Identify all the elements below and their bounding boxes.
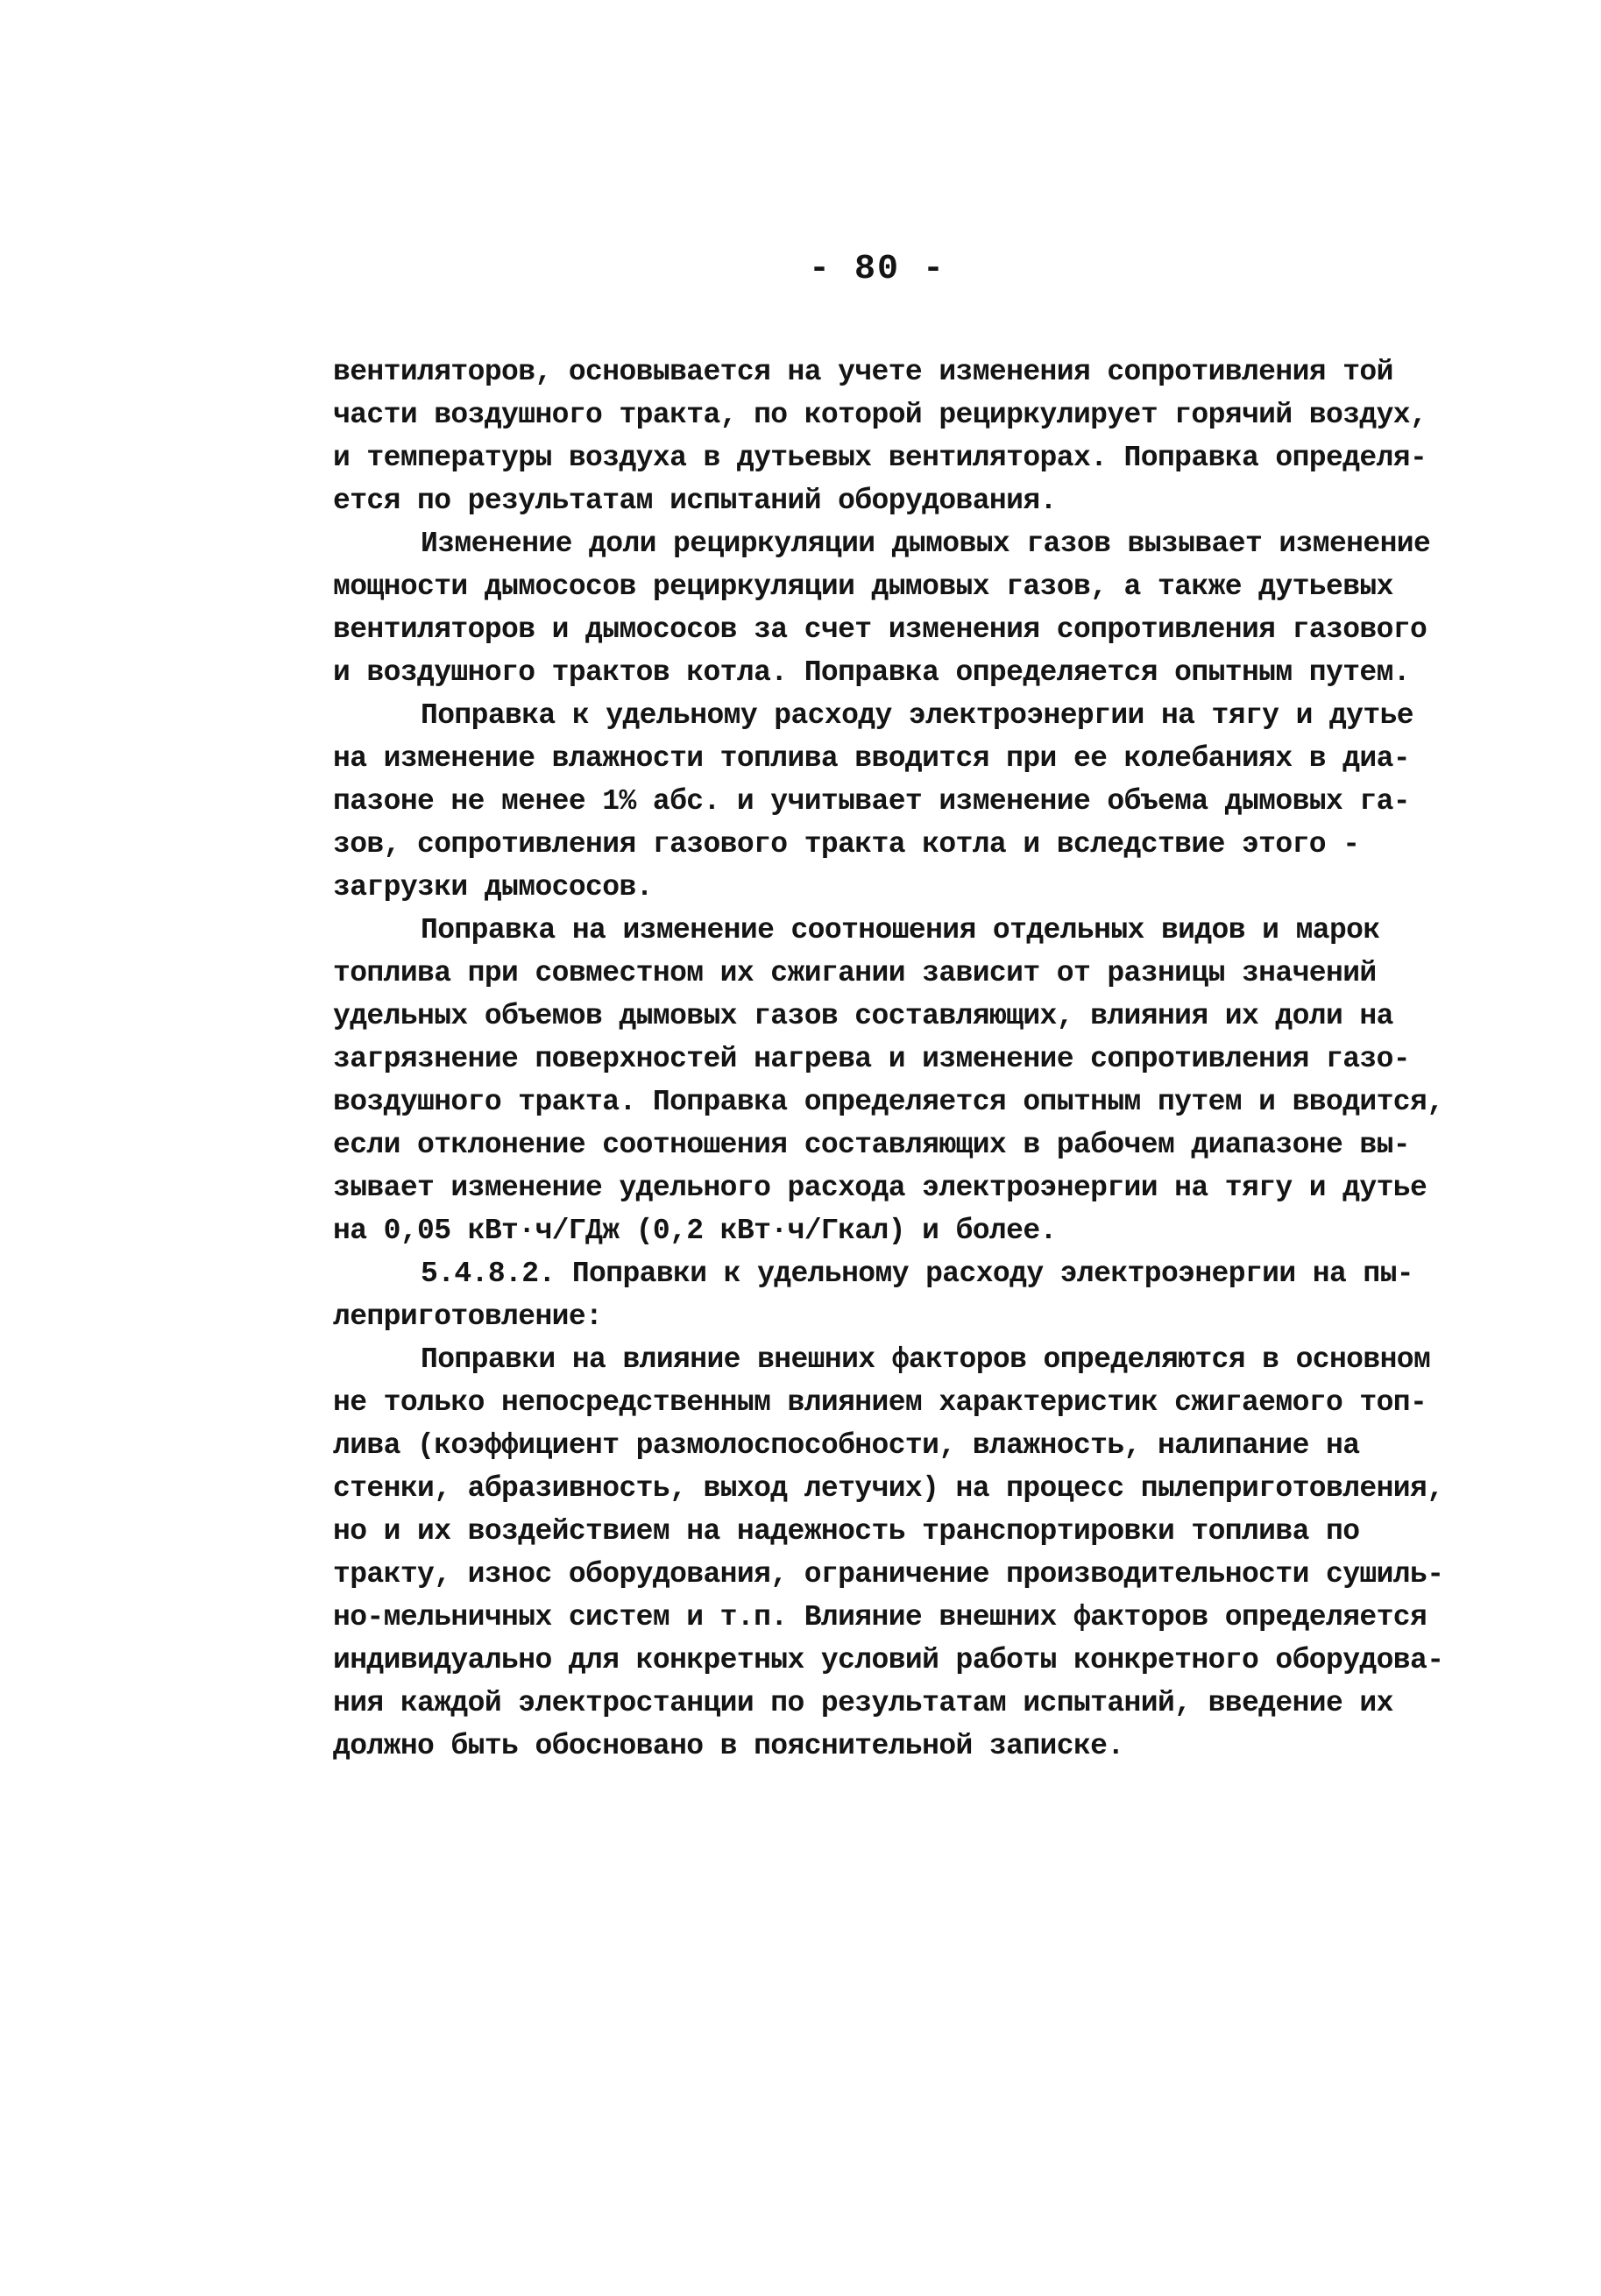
- text-line: вентиляторов, основывается на учете изменения сопротивления той: [333, 356, 1393, 388]
- text-line: но-мельничных систем и т.п. Влияние внешних факторов определяется: [333, 1601, 1427, 1633]
- text-line: вентиляторов и дымососов за счет изменения сопротивления газового: [333, 613, 1427, 646]
- text-line: лива (коэффициент размолоспособности, влажность, налипание на: [333, 1429, 1360, 1462]
- text-line: зов, сопротивления газового тракта котла и вследствие этого -: [333, 828, 1360, 861]
- text-line: должно быть обосновано в пояснительной записке.: [333, 1730, 1124, 1762]
- text-line: индивидуально для конкретных условий работы конкретного оборудова-: [333, 1644, 1444, 1676]
- text-line: Поправка на изменение соотношения отдельных видов и марок: [421, 914, 1380, 946]
- text-line: и воздушного трактов котла. Поправка определяется опытным путем.: [333, 656, 1411, 689]
- page-number: - 80 -: [808, 250, 946, 289]
- text-line: Поправки на влияние внешних факторов определяются в основном: [421, 1343, 1431, 1376]
- text-line: части воздушного тракта, по которой рециркулирует горячий воздух,: [333, 399, 1427, 431]
- text-line: зывает изменение удельного расхода электроэнергии на тягу и дутье: [333, 1172, 1427, 1204]
- text-line: 5.4.8.2. Поправки к удельному расходу электроэнергии на пы-: [421, 1258, 1413, 1290]
- body-text: [333, 351, 1472, 1768]
- text-line: пазоне не менее 1% абс. и учитывает изменение объема дымовых га-: [333, 785, 1411, 818]
- text-line: Поправка к удельному расходу электроэнергии на тягу и дутье: [421, 699, 1413, 732]
- text-line: на 0,05 кВт·ч/ГДж (0,2 кВт·ч/Гкал) и более.: [333, 1215, 1057, 1247]
- text-line: и температуры воздуха в дутьевых вентиляторах. Поправка определя-: [333, 442, 1427, 474]
- text-line: ется по результатам испытаний оборудования.: [333, 485, 1057, 517]
- text-line: топлива при совместном их сжигании зависит от разницы значений: [333, 957, 1377, 989]
- text-line: на изменение влажности топлива вводится при ее колебаниях в диа-: [333, 742, 1411, 775]
- text-line: загрузки дымососов.: [333, 871, 653, 904]
- text-line: не только непосредственным влиянием характеристик сжигаемого топ-: [333, 1386, 1427, 1419]
- text-line: тракту, износ оборудования, ограничение производительности сушиль-: [333, 1558, 1444, 1591]
- text-line: стенки, абразивность, выход летучих) на процесс пылеприготовления,: [333, 1472, 1444, 1505]
- text-line: загрязнение поверхностей нагрева и изменение сопротивления газо-: [333, 1043, 1411, 1075]
- text-line: Изменение доли рециркуляции дымовых газов вызывает изменение: [421, 528, 1431, 560]
- text-line: удельных объемов дымовых газов составляющих, влияния их доли на: [333, 1000, 1393, 1032]
- text-line: но и их воздействием на надежность транспортировки топлива по: [333, 1515, 1360, 1548]
- text-line: леприготовление:: [333, 1300, 603, 1333]
- text-line: если отклонение соотношения составляющих в рабочем диапазоне вы-: [333, 1129, 1411, 1161]
- text-line: воздушного тракта. Поправка определяется опытным путем и вводится,: [333, 1086, 1444, 1118]
- text-line: мощности дымососов рециркуляции дымовых газов, а также дутьевых: [333, 570, 1393, 603]
- text-line: ния каждой электростанции по результатам испытаний, введение их: [333, 1687, 1393, 1719]
